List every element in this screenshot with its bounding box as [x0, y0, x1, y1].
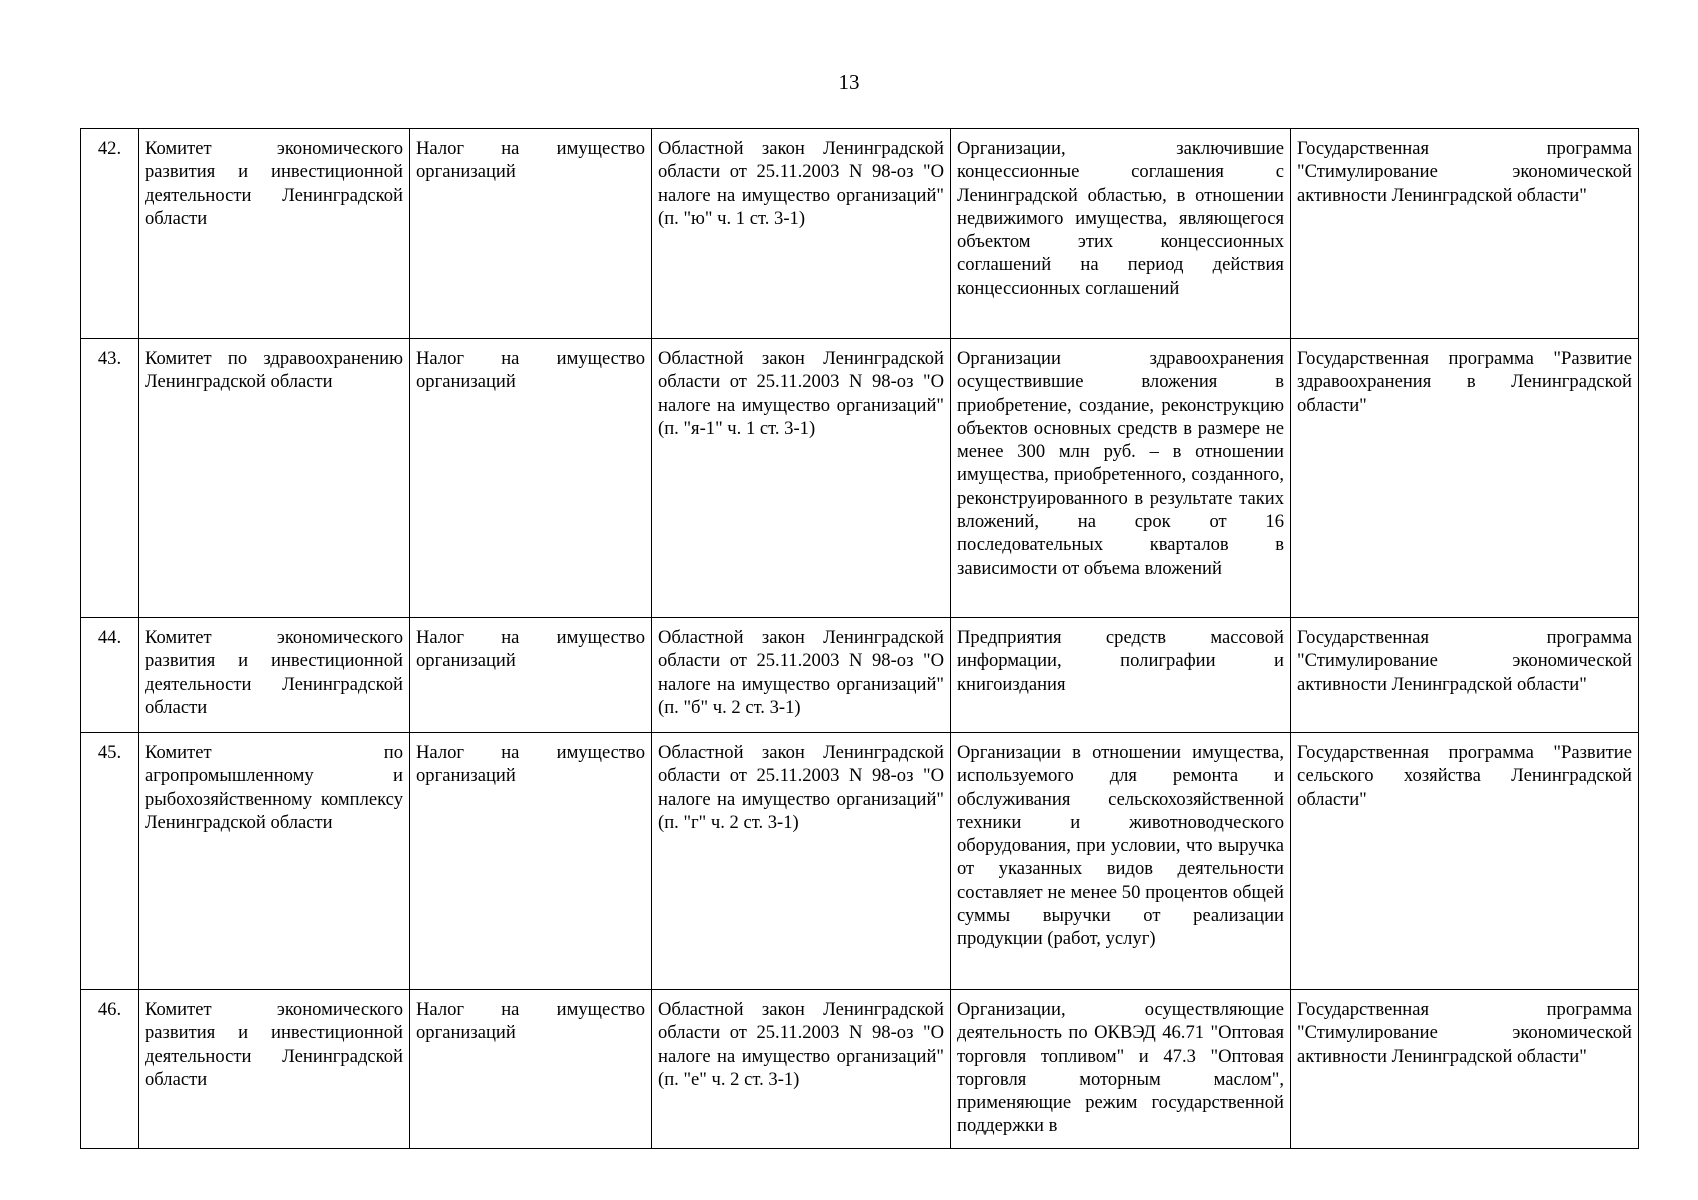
- program-cell: Государственная программа "Стимулирование экономической активности Ленинградской области": [1291, 990, 1639, 1149]
- beneficiaries-cell: Организации, заключившие концессионные соглашения с Ленинградской областью, в отношении недвижимого имущества, являющегося объектом этих концессионных соглашений на период действия концессионных соглашений: [951, 129, 1291, 339]
- law-cell: Областной закон Ленинградской области от 25.11.2003 N 98-оз "О налоге на имущество организаций" (п. "ю" ч. 1 ст. 3-1): [652, 129, 951, 339]
- row-number: 42.: [81, 129, 139, 339]
- tax-cell: Налог на имущество организаций: [410, 990, 652, 1149]
- program-cell: Государственная программа "Стимулирование экономической активности Ленинградской области": [1291, 618, 1639, 733]
- table-row: [81, 129, 1639, 339]
- law-cell: Областной закон Ленинградской области от 25.11.2003 N 98-оз "О налоге на имущество организаций" (п. "б" ч. 2 ст. 3-1): [652, 618, 951, 733]
- row-number: 44.: [81, 618, 139, 733]
- tax-cell: Налог на имущество организаций: [410, 618, 652, 733]
- beneficiaries-cell: Организации, осуществляющие деятельность по ОКВЭД 46.71 "Оптовая торговля топливом" и 47.3 "Оптовая торговля моторным маслом", применяющие режим государственной поддержки в: [951, 990, 1291, 1149]
- law-cell: Областной закон Ленинградской области от 25.11.2003 N 98-оз "О налоге на имущество организаций" (п. "е" ч. 2 ст. 3-1): [652, 990, 951, 1149]
- program-cell: Государственная программа "Развитие сельского хозяйства Ленинградской области": [1291, 733, 1639, 990]
- curator-cell: Комитет экономического развития и инвестиционной деятельности Ленинградской области: [139, 129, 410, 339]
- law-cell: Областной закон Ленинградской области от 25.11.2003 N 98-оз "О налоге на имущество организаций" (п. "я-1" ч. 1 ст. 3-1): [652, 339, 951, 618]
- curator-cell: Комитет по здравоохранению Ленинградской области: [139, 339, 410, 618]
- table-row: [81, 339, 1639, 618]
- curator-cell: Комитет экономического развития и инвестиционной деятельности Ленинградской области: [139, 990, 410, 1149]
- tax-cell: Налог на имущество организаций: [410, 733, 652, 990]
- tax-cell: Налог на имущество организаций: [410, 339, 652, 618]
- tax-cell: Налог на имущество организаций: [410, 129, 652, 339]
- table-row: [81, 990, 1639, 1149]
- beneficiaries-cell: Организации в отношении имущества, используемого для ремонта и обслуживания сельскохозяйственной техники и животноводческого оборудования, при условии, что выручка от указанных видов деятельности составляет не менее 50 процентов общей суммы выручки от реализации продукции (работ, услуг): [951, 733, 1291, 990]
- table-row: [81, 618, 1639, 733]
- law-cell: Областной закон Ленинградской области от 25.11.2003 N 98-оз "О налоге на имущество организаций" (п. "г" ч. 2 ст. 3-1): [652, 733, 951, 990]
- table-row: [81, 733, 1639, 990]
- beneficiaries-cell: Организации здравоохранения осуществившие вложения в приобретение, создание, реконструкцию объектов основных средств в размере не менее 300 млн руб. – в отношении имущества, приобретенного, созданного, реконструированного в результате таких вложений, на срок от 16 последовательных кварталов в зависимости от объема вложений: [951, 339, 1291, 618]
- beneficiaries-cell: Предприятия средств массовой информации, полиграфии и книгоиздания: [951, 618, 1291, 733]
- row-number: 45.: [81, 733, 139, 990]
- program-cell: Государственная программа "Развитие здравоохранения в Ленинградской области": [1291, 339, 1639, 618]
- program-cell: Государственная программа "Стимулирование экономической активности Ленинградской области": [1291, 129, 1639, 339]
- page-number: 13: [838, 70, 860, 94]
- row-number: 46.: [81, 990, 139, 1149]
- row-number: 43.: [81, 339, 139, 618]
- tax-benefits-table: [80, 128, 1639, 1149]
- curator-cell: Комитет экономического развития и инвестиционной деятельности Ленинградской области: [139, 618, 410, 733]
- curator-cell: Комитет по агропромышленному и рыбохозяйственному комплексу Ленинградской области: [139, 733, 410, 990]
